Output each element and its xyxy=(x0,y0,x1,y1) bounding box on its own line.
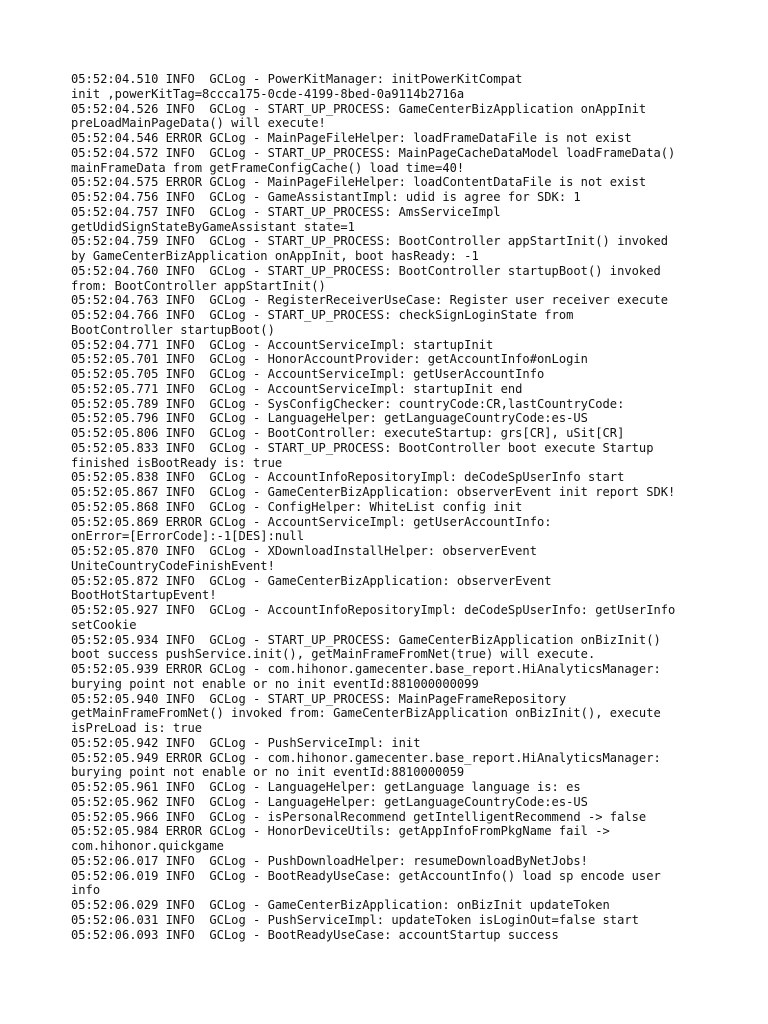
log-line: 05:52:05.796 INFO GCLog - LanguageHelper: getLanguageCountryCode:es-US xyxy=(71,411,588,426)
log-line: burying point not enable or no init eventId:881000000099 xyxy=(71,676,479,691)
log-line: 05:52:05.939 ERROR GCLog - com.hihonor.gamecenter.base_report.HiAnalyticsManager: xyxy=(71,662,661,676)
log-line: 05:52:05.872 INFO GCLog - GameCenterBizApplication: observerEvent xyxy=(71,573,552,588)
log-line: 05:52:04.766 INFO GCLog - START_UP_PROCESS: checkSignLoginState from xyxy=(71,308,574,322)
log-line: 05:52:05.838 INFO GCLog - AccountInfoRepositoryImpl: deCodeSpUserInfo start xyxy=(71,470,625,485)
log-line: getMainFrameFromNet() invoked from: GameCenterBizApplication onBizInit(), execute xyxy=(71,706,661,721)
log-line: burying point not enable or no init eventId:8810000059 xyxy=(71,765,465,780)
log-line: 05:52:05.833 INFO GCLog - START_UP_PROCESS: BootController boot execute Startup xyxy=(71,440,654,455)
log-line: 05:52:04.757 INFO GCLog - START_UP_PROCESS: AmsServiceImpl xyxy=(71,204,501,219)
log-line: 05:52:06.093 INFO GCLog - BootReadyUseCase: accountStartup success xyxy=(71,927,559,942)
log-line: 05:52:06.017 INFO GCLog - PushDownloadHelper: resumeDownloadByNetJobs! xyxy=(71,853,588,868)
log-line: 05:52:04.756 INFO GCLog - GameAssistantImpl: udid is agree for SDK: 1 xyxy=(71,190,581,204)
log-line: 05:52:05.942 INFO GCLog - PushServiceImpl: init xyxy=(71,735,421,750)
log-line: 05:52:06.019 INFO GCLog - BootReadyUseCase: getAccountInfo() load sp encode user xyxy=(71,868,661,883)
log-line: mainFrameData from getFrameConfigCache() load time=40! xyxy=(71,160,465,175)
log-line: 05:52:04.759 INFO GCLog - START_UP_PROCESS: BootController appStartInit() invoked xyxy=(71,234,669,249)
log-line: 05:52:05.962 INFO GCLog - LanguageHelper: getLanguageCountryCode:es-US xyxy=(71,794,588,809)
log-line: com.hihonor.quickgame xyxy=(71,839,224,853)
log-line: 05:52:04.572 INFO GCLog - START_UP_PROCESS: MainPageCacheDataModel loadFrameData() xyxy=(71,145,676,160)
log-line: init ,powerKitTag=8ccca175-0cde-4199-8bed-0a9114b2716a xyxy=(71,86,465,101)
log-line: 05:52:06.029 INFO GCLog - GameCenterBizApplication: onBizInit updateToken xyxy=(71,898,610,912)
log-line: 05:52:04.575 ERROR GCLog - MainPageFileHelper: loadContentDataFile is not exist xyxy=(71,175,647,190)
log-line: 05:52:05.870 INFO GCLog - XDownloadInstallHelper: observerEvent xyxy=(71,544,537,558)
log-line: isPreLoad is: true xyxy=(71,721,203,735)
log-line: boot success pushService.init(), getMainFrameFromNet(true) will execute. xyxy=(71,647,596,662)
log-line: 05:52:05.984 ERROR GCLog - HonorDeviceUtils: getAppInfoFromPkgName fail -> xyxy=(71,824,610,839)
log-line: getUdidSignStateByGameAssistant state=1 xyxy=(71,219,355,234)
log-line: 05:52:05.949 ERROR GCLog - com.hihonor.gamecenter.base_report.HiAnalyticsManager: xyxy=(71,750,661,765)
log-line: 05:52:05.961 INFO GCLog - LanguageHelper: getLanguage language is: es xyxy=(71,780,581,794)
log-line: 05:52:04.526 INFO GCLog - START_UP_PROCESS: GameCenterBizApplication onAppInit xyxy=(71,101,647,116)
log-line: onError=[ErrorCode]:-1[DES]:null xyxy=(71,529,304,544)
log-line: info xyxy=(71,883,101,898)
log-line: 05:52:05.701 INFO GCLog - HonorAccountProvider: getAccountInfo#onLogin xyxy=(71,352,588,367)
log-line: 05:52:05.966 INFO GCLog - isPersonalRecommend getIntelligentRecommend -> false xyxy=(71,809,647,824)
log-line: BootHotStartupEvent! xyxy=(71,588,217,603)
log-line: BootController startupBoot() xyxy=(71,322,275,337)
log-line: 05:52:04.546 ERROR GCLog - MainPageFileHelper: loadFrameDataFile is not exist xyxy=(71,131,632,145)
log-line: 05:52:04.763 INFO GCLog - RegisterReceiverUseCase: Register user receiver execute xyxy=(71,293,669,308)
log-line: UniteCountryCodeFinishEvent! xyxy=(71,558,275,573)
log-line: 05:52:06.031 INFO GCLog - PushServiceImpl: updateToken isLoginOut=false start xyxy=(71,912,639,927)
log-line: 05:52:05.940 INFO GCLog - START_UP_PROCESS: MainPageFrameRepository xyxy=(71,691,567,706)
log-line: by GameCenterBizApplication onAppInit, boot hasReady: -1 xyxy=(71,249,479,263)
log-line: 05:52:05.806 INFO GCLog - BootController: executeStartup: grs[CR], uSit[CR] xyxy=(71,426,625,440)
log-text-block xyxy=(71,72,711,942)
log-line: preLoadMainPageData() will execute! xyxy=(71,116,326,131)
log-line: from: BootController appStartInit() xyxy=(71,278,326,293)
log-line: 05:52:05.934 INFO GCLog - START_UP_PROCESS: GameCenterBizApplication onBizInit() xyxy=(71,632,661,647)
log-line: 05:52:04.760 INFO GCLog - START_UP_PROCESS: BootController startupBoot() invoked xyxy=(71,263,661,278)
log-line: 05:52:05.771 INFO GCLog - AccountServiceImpl: startupInit end xyxy=(71,381,523,396)
log-line: 05:52:05.869 ERROR GCLog - AccountServiceImpl: getUserAccountInfo: xyxy=(71,514,552,529)
log-line: finished isBootReady is: true xyxy=(71,455,283,470)
log-line: 05:52:05.789 INFO GCLog - SysConfigChecker: countryCode:CR,lastCountryCode: xyxy=(71,396,625,411)
log-line: 05:52:04.510 INFO GCLog - PowerKitManager: initPowerKitCompat xyxy=(71,72,523,86)
log-line: 05:52:05.868 INFO GCLog - ConfigHelper: WhiteList config init xyxy=(71,499,523,514)
log-line: 05:52:05.705 INFO GCLog - AccountServiceImpl: getUserAccountInfo xyxy=(71,367,545,381)
log-line: 05:52:05.927 INFO GCLog - AccountInfoRepositoryImpl: deCodeSpUserInfo: getUserInfo xyxy=(71,603,676,617)
log-line: 05:52:04.771 INFO GCLog - AccountServiceImpl: startupInit xyxy=(71,337,494,352)
log-line: 05:52:05.867 INFO GCLog - GameCenterBizApplication: observerEvent init report SDK! xyxy=(71,485,676,499)
log-line: setCookie xyxy=(71,617,137,632)
